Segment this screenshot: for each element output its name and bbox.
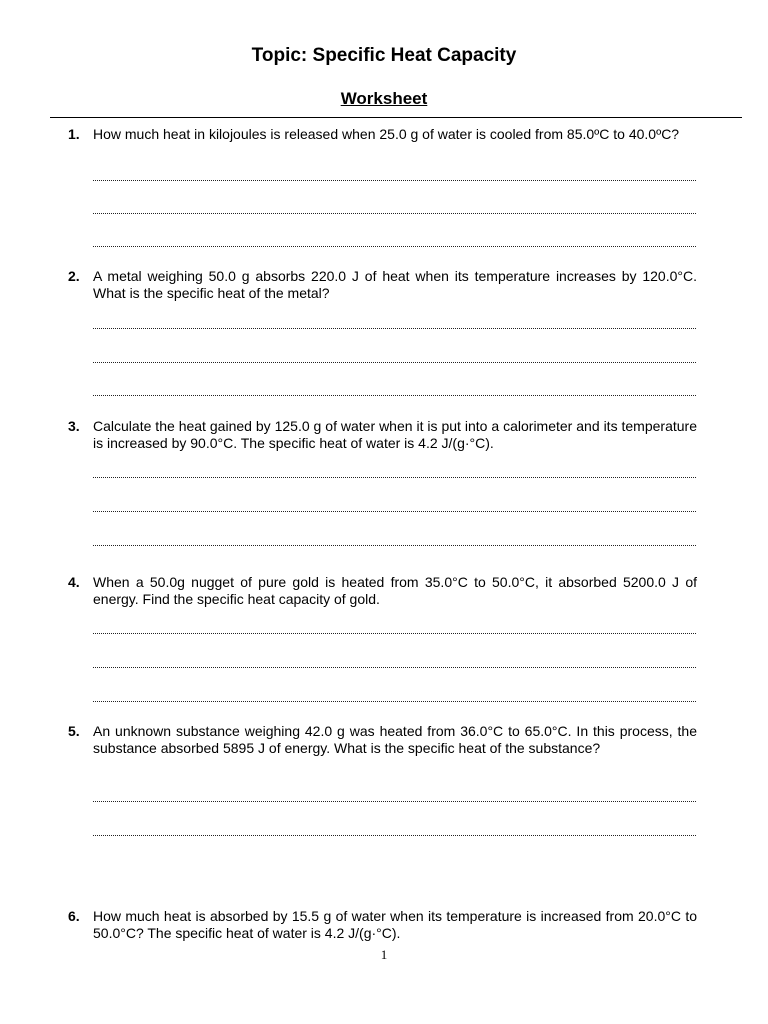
answer-line[interactable] <box>93 801 696 802</box>
question-number: 6. <box>68 908 80 924</box>
answer-line[interactable] <box>93 835 696 836</box>
answer-line[interactable] <box>93 545 696 546</box>
question-text: When a 50.0g nugget of pure gold is heated from 35.0°C to 50.0°C, it absorbed 5200.0 J of energy. Find the specific heat capacity of gold. <box>93 574 697 607</box>
question-text: How much heat is absorbed by 15.5 g of water when its temperature is increased from 20.0°C to 50.0°C? The specific heat of water is 4.2 J/(g·°C). <box>93 908 697 941</box>
answer-line[interactable] <box>93 246 696 247</box>
answer-line[interactable] <box>93 395 696 396</box>
question-text: A metal weighing 50.0 g absorbs 220.0 J of heat when its temperature increases by 120.0°C. What is the specific heat of the metal? <box>93 268 697 301</box>
answer-line[interactable] <box>93 701 696 702</box>
answer-line[interactable] <box>93 511 696 512</box>
answer-line[interactable] <box>93 477 696 478</box>
question-text: An unknown substance weighing 42.0 g was heated from 36.0°C to 65.0°C. In this process, the substance absorbed 5895 J of energy. What is the specific heat of the substance? <box>93 723 697 756</box>
answer-line[interactable] <box>93 633 696 634</box>
question-number: 2. <box>68 268 80 284</box>
answer-line[interactable] <box>93 328 696 329</box>
question-number: 4. <box>68 574 80 590</box>
question-text: How much heat in kilojoules is released when 25.0 g of water is cooled from 85.0ºC to 40.0ºC? <box>93 126 680 142</box>
question-number: 1. <box>68 126 80 142</box>
page-number: 1 <box>380 947 388 962</box>
answer-line[interactable] <box>93 213 696 214</box>
answer-line[interactable] <box>93 667 696 668</box>
header-divider <box>50 117 742 118</box>
question-number: 5. <box>68 723 80 739</box>
answer-line[interactable] <box>93 180 696 181</box>
worksheet-subtitle: Worksheet <box>340 89 428 108</box>
question-text: Calculate the heat gained by 125.0 g of water when it is put into a calorimeter and its temperature is increased by 90.0°C. The specific heat of water is 4.2 J/(g·°C). <box>93 418 697 451</box>
worksheet-title: Topic: Specific Heat Capacity <box>251 45 517 66</box>
question-number: 3. <box>68 418 80 434</box>
answer-line[interactable] <box>93 362 696 363</box>
